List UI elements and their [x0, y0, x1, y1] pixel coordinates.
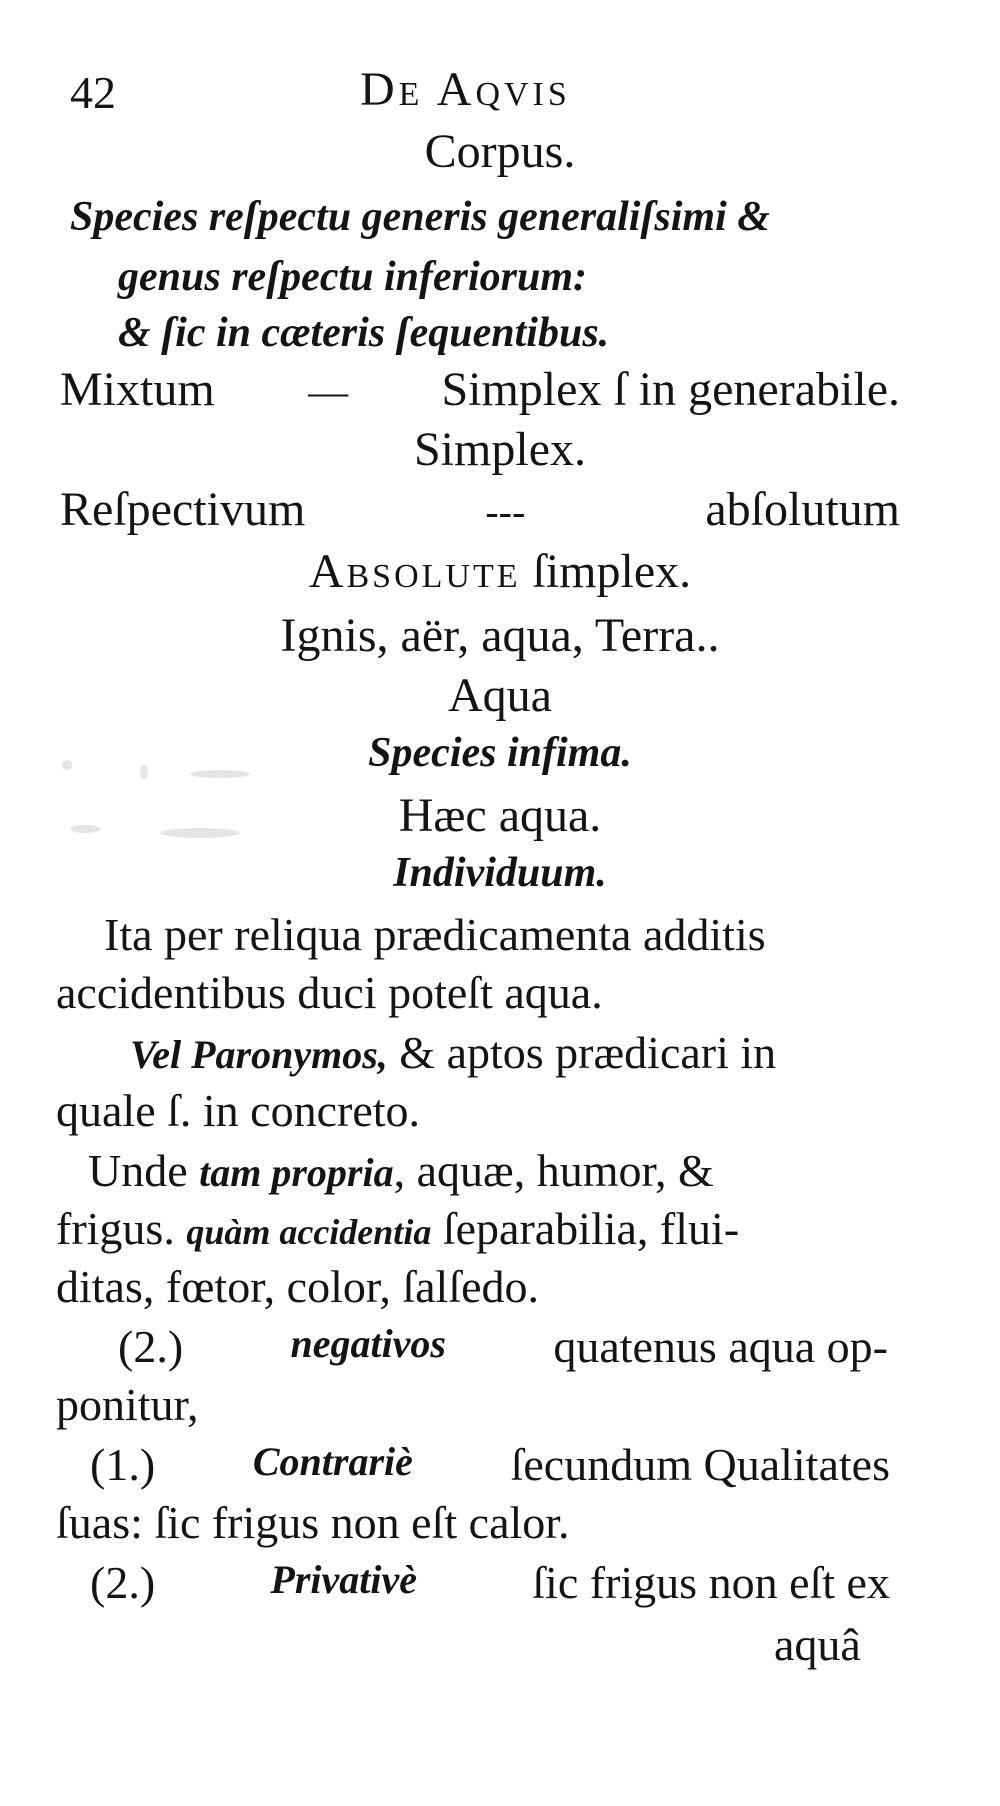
paragraph-3-line-2	[56, 1203, 740, 1254]
enum-2: (2.)	[118, 1321, 184, 1372]
enum-1: (1.)	[90, 1439, 156, 1490]
paragraph-3-line-1-rest: , aquæ, humor, &	[393, 1145, 714, 1196]
paragraph-6-line-1-rest: ſic frigus non eſt ex	[532, 1557, 890, 1608]
absolutum-term: abſolutum	[705, 483, 900, 536]
paragraph-4-line-1	[118, 1321, 888, 1372]
heading-absolute-simplex	[0, 545, 1000, 598]
division-dash: ---	[485, 489, 526, 534]
paragraph-3-line-3: ditas, fœtor, color, ſalſedo.	[56, 1261, 540, 1312]
paragraph-4-line-1-rest: quatenus aqua op-	[553, 1321, 888, 1372]
contrarie-italic: Contrariè	[252, 1439, 413, 1484]
haec-aqua: Hæc aqua.	[398, 789, 602, 842]
heading-aqua: Aqua	[448, 669, 552, 722]
simplex-term: Simplex ſ in generabile.	[441, 363, 900, 416]
heading-simplex: Simplex.	[413, 423, 586, 476]
heading-corpus: Corpus.	[424, 125, 576, 178]
absolute-simplex-rest: ſimplex.	[520, 545, 692, 598]
unde-word: Unde	[88, 1145, 200, 1196]
frigus-word: frigus.	[56, 1203, 187, 1254]
quam-accidentia-italic: quàm accidentia	[186, 1212, 432, 1252]
paragraph-3-line-1	[88, 1145, 714, 1196]
paragraph-5-line-2: ſuas: ſic frigus non eſt calor.	[56, 1497, 570, 1548]
paragraph-5-line-1-rest: ſecundum Qualitates	[510, 1439, 890, 1490]
paragraph-2-line-2: quale ſ. in concreto.	[56, 1085, 421, 1136]
division-dash: —	[308, 369, 349, 414]
paragraph-1-line-1: Ita per reliqua prædicamenta additis	[104, 909, 766, 960]
paragraph-2-line-1	[130, 1027, 777, 1078]
absolute-smallcaps: Absolute	[308, 545, 521, 598]
negativos-italic: negativos	[290, 1321, 446, 1366]
catchword: aquâ	[774, 1619, 861, 1670]
species-line-2: genus reſpectu inferiorum:	[118, 254, 588, 300]
paragraph-3-line-2-rest: ſeparabilia, flui-	[431, 1203, 740, 1254]
individuum: Individuum.	[393, 850, 607, 896]
paragraph-1-line-2: accidentibus duci poteſt aqua.	[56, 967, 603, 1018]
paragraph-4-line-2: ponitur,	[56, 1379, 199, 1430]
paragraph-2-line-1-rest: & aptos prædicari in	[387, 1027, 777, 1078]
page-number: 42	[70, 67, 116, 118]
paragraph-6-line-1	[90, 1557, 890, 1608]
mixtum-term: Mixtum	[60, 363, 215, 416]
enum-2b: (2.)	[90, 1557, 156, 1608]
paronymos-italic: Vel Paronymos,	[130, 1032, 388, 1077]
division-row-mixtum	[60, 363, 900, 416]
tam-propria-italic: tam propria	[199, 1150, 394, 1195]
respectivum-term: Reſpectivum	[60, 483, 306, 536]
paragraph-5-line-1	[90, 1439, 890, 1490]
running-head: De Aqvis	[360, 63, 571, 116]
species-line-3: & ſic in cæteris ſequentibus.	[118, 310, 610, 356]
elements-line: Ignis, aër, aqua, Terra..	[280, 609, 720, 662]
species-line-1: Species reſpectu generis generaliſsimi &	[70, 194, 770, 240]
division-row-respectivum	[60, 483, 900, 536]
privative-italic: Privativè	[270, 1557, 418, 1602]
species-infima: Species infima.	[368, 730, 632, 776]
